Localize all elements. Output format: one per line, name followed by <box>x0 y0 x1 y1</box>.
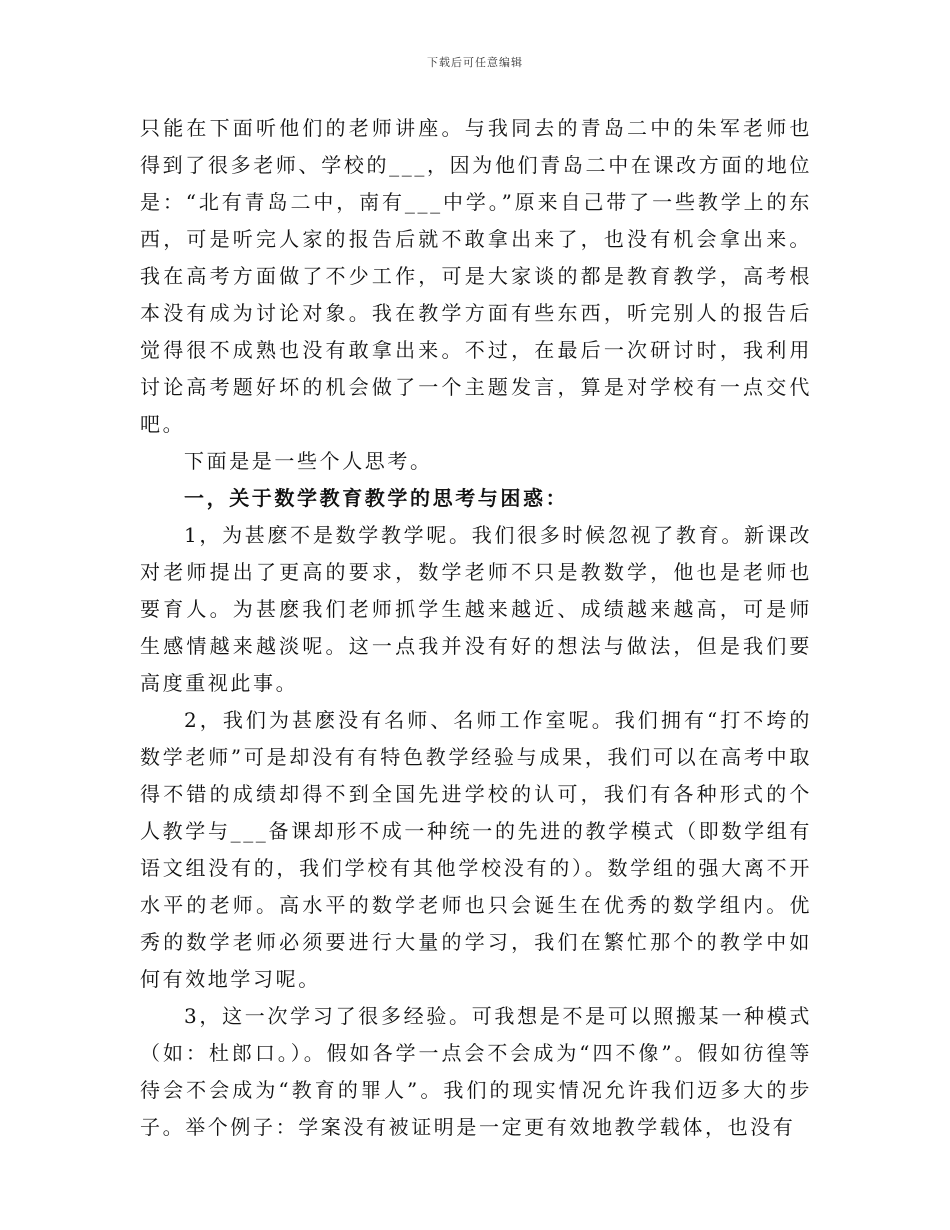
paragraph-point-2: 2，我们为甚麽没有名师、名师工作室呢。我们拥有“打不垮的数学老师”可是却没有有特色教学经验与成果，我们可以在高考中取得不错的成绩却得不到全国先进学校的认可，我们有各种形式的个人教学与___备课却形不成一种统一的先进的教学模式（即数学组有语文组没有的，我们学校有其他学校没有的）。数学组的强大离不开水平的老师。高水平的数学老师也只会诞生在优秀的数学组内。优秀的数学老师必须要进行大量的学习，我们在繁忙那个的教学中如何有效地学习呢。 <box>140 708 812 991</box>
paragraph-transition: 下面是是一些个人思考。 <box>184 449 433 473</box>
section-heading: 一，关于数学教育教学的思考与困惑： <box>184 486 569 510</box>
page-header: 下载后可任意编辑 <box>427 56 523 69</box>
paragraph-point-1: 1，为甚麽不是数学教学呢。我们很多时候忽视了教育。新课改对老师提出了更高的要求，数学老师不只是教数学，他也是老师也要育人。为甚麽我们老师抓学生越来越近、成绩越来越高，可是师生感情越来越淡呢。这一点我并没有好的想法与做法，但是我们要高度重视此事。 <box>140 523 812 695</box>
paragraph-point-3: 3，这一次学习了很多经验。可我想是不是可以照搬某一种模式（如：杜郎口。）。假如各学一点会不会成为“四不像”。假如彷徨等待会不会成为“教育的罪人”。我们的现实情况允许我们迈多大的步子。举个例子：学案没有被证明是一定更有效地教学载体，也没有 <box>140 1004 812 1139</box>
document-body <box>140 110 812 1146</box>
paragraph-intro: 只能在下面听他们的老师讲座。与我同去的青岛二中的朱军老师也得到了很多老师、学校的___，因为他们青岛二中在课改方面的地位是：“北有青岛二中，南有___中学。”原来自己带了一些教学上的东西，可是听完人家的报告后就不敢拿出来了，也没有机会拿出来。我在高考方面做了不少工作，可是大家谈的都是教育教学，高考根本没有成为讨论对象。我在教学方面有些东西，听完别人的报告后觉得很不成熟也没有敢拿出来。不过，在最后一次研讨时，我利用讨论高考题好坏的机会做了一个主题发言，算是对学校有一点交代吧。 <box>140 116 812 436</box>
